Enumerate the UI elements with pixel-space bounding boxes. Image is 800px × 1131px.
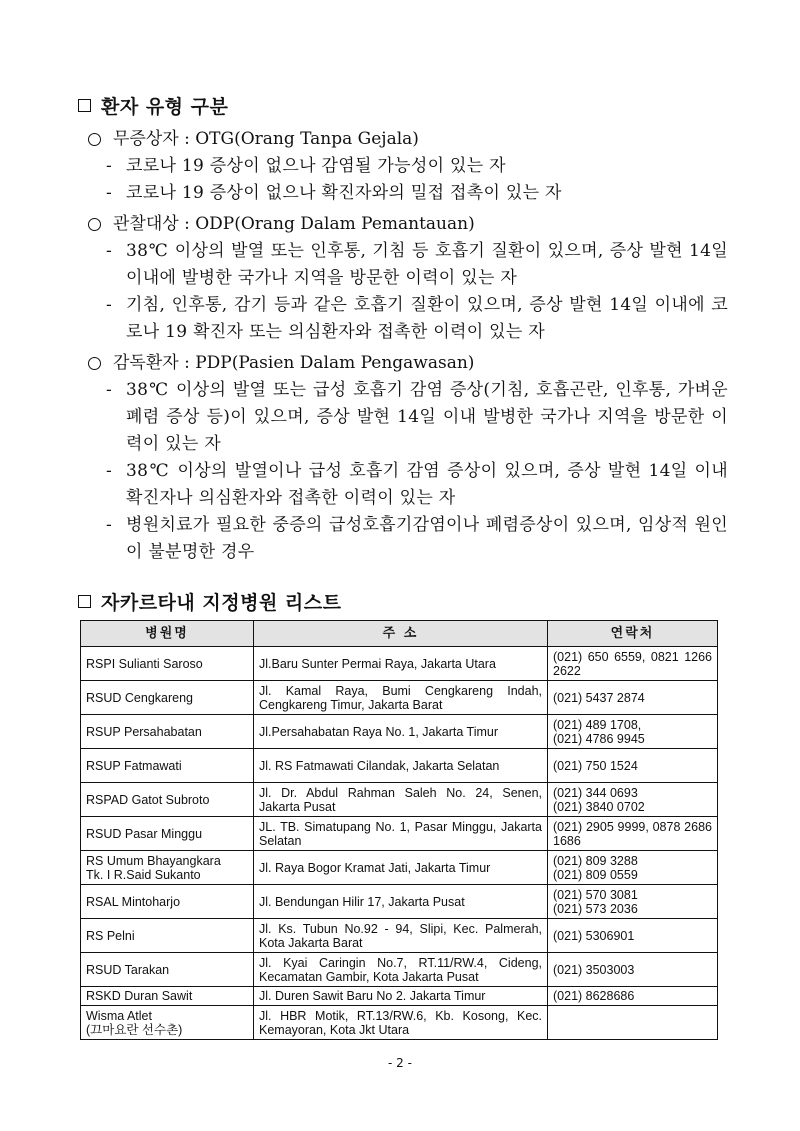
table-row (81, 749, 718, 783)
column-header-contact: 연락처 (548, 621, 718, 647)
criteria-item (106, 180, 728, 207)
hospital-table (80, 620, 718, 1040)
criteria-text: 기침, 인후통, 감기 등과 같은 호흡기 질환이 있으며, 증상 발현 14일 이내에 코로나 19 확진자 또는 의심환자와 접촉한 이력이 있는 자 (126, 295, 728, 342)
dash-bullet-icon: - (106, 183, 113, 203)
address-cell: Jl. RS Fatmawati Cilandak, Jakarta Selatan (254, 749, 548, 783)
table-row (81, 783, 718, 817)
circle-bullet-icon (88, 218, 101, 231)
address-cell: Jl. Duren Sawit Baru No 2. Jakarta Timur (254, 987, 548, 1006)
patient-type-label: 관찰대상 : ODP(Orang Dalam Pemantauan) (113, 214, 475, 234)
table-row (81, 919, 718, 953)
dash-bullet-icon: - (106, 515, 113, 535)
patient-type-block (88, 126, 728, 207)
column-header-hospital-name: 병원명 (81, 621, 254, 647)
criteria-list (106, 377, 728, 566)
address-cell: Jl. Raya Bogor Kramat Jati, Jakarta Timur (254, 851, 548, 885)
contact-cell: (021) 5437 2874 (548, 681, 718, 715)
table-row (81, 817, 718, 851)
contact-cell: (021) 809 3288 (021) 809 0559 (548, 851, 718, 885)
hospital-name-cell: Wisma Atlet (끄마요란 선수촌) (81, 1006, 254, 1040)
hospital-name-cell: RSKD Duran Sawit (81, 987, 254, 1006)
hospital-name-cell: RSUD Tarakan (81, 953, 254, 987)
address-cell: Jl. Ks. Tubun No.92 - 94, Slipi, Kec. Palmerah, Kota Jakarta Barat (254, 919, 548, 953)
criteria-item (106, 153, 728, 180)
criteria-list (106, 153, 728, 207)
hospital-name-cell: RS Umum Bhayangkara Tk. I R.Said Sukanto (81, 851, 254, 885)
section-heading-hospital-list (78, 588, 341, 615)
address-cell: Jl. HBR Motik, RT.13/RW.6, Kb. Kosong, Kec. Kemayoran, Kota Jkt Utara (254, 1006, 548, 1040)
circle-bullet-icon (88, 357, 101, 370)
criteria-text: 병원치료가 필요한 중증의 급성호흡기감염이나 폐렴증상이 있으며, 임상적 원인이 불분명한 경우 (126, 515, 728, 562)
square-bullet-icon (78, 99, 91, 112)
patient-type-title (88, 350, 728, 377)
dash-bullet-icon: - (106, 295, 113, 315)
dash-bullet-icon: - (106, 241, 113, 261)
criteria-item (106, 292, 728, 346)
contact-cell: (021) 750 1524 (548, 749, 718, 783)
patient-type-title (88, 211, 728, 238)
hospital-name-cell: RSUD Pasar Minggu (81, 817, 254, 851)
table-row (81, 953, 718, 987)
address-cell: Jl.Baru Sunter Permai Raya, Jakarta Utara (254, 647, 548, 681)
hospital-name-cell: RSUD Cengkareng (81, 681, 254, 715)
contact-cell: (021) 5306901 (548, 919, 718, 953)
table-row (81, 681, 718, 715)
criteria-item (106, 458, 728, 512)
page-number: - 2 - (388, 1056, 412, 1070)
dash-bullet-icon: - (106, 380, 113, 400)
criteria-text: 38℃ 이상의 발열이나 급성 호흡기 감염 증상이 있으며, 증상 발현 14일 이내 확진자나 의심환자와 접촉한 이력이 있는 자 (126, 461, 728, 508)
address-cell: JL. TB. Simatupang No. 1, Pasar Minggu, Jakarta Selatan (254, 817, 548, 851)
address-cell: Jl. Bendungan Hilir 17, Jakarta Pusat (254, 885, 548, 919)
criteria-item (106, 512, 728, 566)
contact-cell: (021) 2905 9999, 0878 2686 1686 (548, 817, 718, 851)
circle-bullet-icon (88, 133, 101, 146)
contact-cell: (021) 570 3081 (021) 573 2036 (548, 885, 718, 919)
hospital-name-cell: RSUP Fatmawati (81, 749, 254, 783)
hospital-name-cell: RSAL Mintoharjo (81, 885, 254, 919)
section-title: 환자 유형 구분 (101, 96, 229, 118)
table-body (81, 647, 718, 1040)
patient-type-title (88, 126, 728, 153)
dash-bullet-icon: - (106, 156, 113, 176)
table-row (81, 647, 718, 681)
table-header-row (81, 621, 718, 647)
dash-bullet-icon: - (106, 461, 113, 481)
criteria-text: 38℃ 이상의 발열 또는 인후통, 기침 등 호흡기 질환이 있으며, 증상 발현 14일 이내에 발병한 국가나 지역을 방문한 이력이 있는 자 (126, 241, 728, 288)
contact-cell: (021) 3503003 (548, 953, 718, 987)
table-row (81, 851, 718, 885)
hospital-name-cell: RSPAD Gatot Subroto (81, 783, 254, 817)
address-cell: Jl. Kyai Caringin No.7, RT.11/RW.4, Cideng, Kecamatan Gambir, Kota Jakarta Pusat (254, 953, 548, 987)
contact-cell: (021) 489 1708, (021) 4786 9945 (548, 715, 718, 749)
table-row (81, 1006, 718, 1040)
criteria-item (106, 238, 728, 292)
patient-type-label: 무증상자 : OTG(Orang Tanpa Gejala) (113, 129, 419, 149)
hospital-name-cell: RSUP Persahabatan (81, 715, 254, 749)
column-header-address: 주 소 (254, 621, 548, 647)
patient-type-label: 감독환자 : PDP(Pasien Dalam Pengawasan) (113, 353, 475, 373)
patient-type-block (88, 211, 728, 346)
criteria-text: 코로나 19 증상이 없으나 감염될 가능성이 있는 자 (126, 156, 506, 176)
section-title: 자카르타내 지정병원 리스트 (101, 592, 342, 614)
table-row (81, 987, 718, 1006)
contact-cell (548, 1006, 718, 1040)
hospital-name-cell: RSPI Sulianti Saroso (81, 647, 254, 681)
contact-cell: (021) 650 6559, 0821 1266 2622 (548, 647, 718, 681)
contact-cell: (021) 344 0693 (021) 3840 0702 (548, 783, 718, 817)
hospital-name-cell: RS Pelni (81, 919, 254, 953)
patient-types-list (88, 126, 728, 570)
criteria-item (106, 377, 728, 458)
criteria-text: 38℃ 이상의 발열 또는 급성 호흡기 감염 증상(기침, 호흡곤란, 인후통, 가벼운 폐렴 증상 등)이 있으며, 증상 발현 14일 이내 발병한 국가나 지역을 방문한 이력이 있는 자 (126, 380, 728, 454)
criteria-text: 코로나 19 증상이 없으나 확진자와의 밀접 접촉이 있는 자 (126, 183, 562, 203)
table-row (81, 715, 718, 749)
section-heading-patient-types (78, 92, 228, 119)
address-cell: Jl. Dr. Abdul Rahman Saleh No. 24, Senen, Jakarta Pusat (254, 783, 548, 817)
address-cell: Jl. Kamal Raya, Bumi Cengkareng Indah, Cengkareng Timur, Jakarta Barat (254, 681, 548, 715)
square-bullet-icon (78, 595, 91, 608)
address-cell: Jl.Persahabatan Raya No. 1, Jakarta Timur (254, 715, 548, 749)
contact-cell: (021) 8628686 (548, 987, 718, 1006)
table-row (81, 885, 718, 919)
criteria-list (106, 238, 728, 346)
patient-type-block (88, 350, 728, 566)
